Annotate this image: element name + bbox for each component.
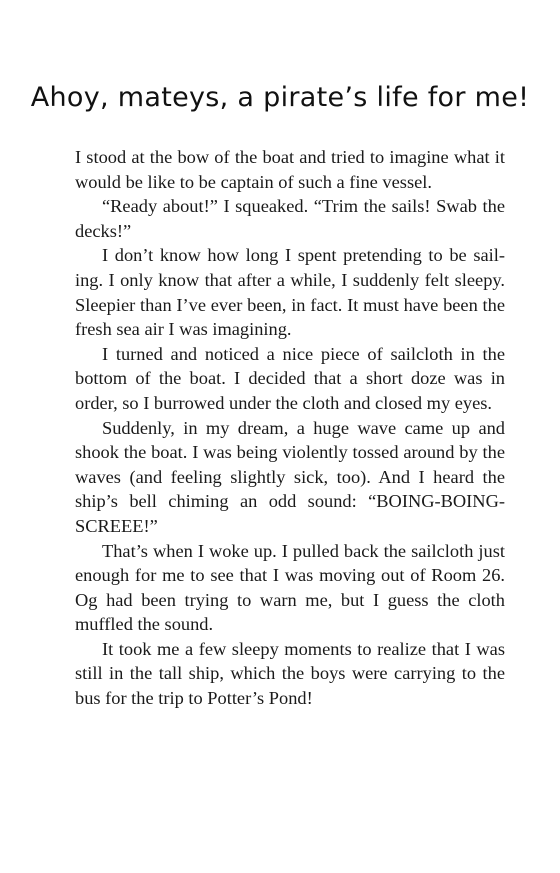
body-text — [75, 145, 505, 711]
paragraph: I don’t know how long I spent pretending to be sailing. I only know that after a while, I suddenly felt sleepy. Sleepier than I’ve ever been, in fact. It must have been the fresh sea air I was imagining. — [75, 245, 505, 340]
paragraph: It took me a few sleepy moments to realize that I was still in the tall ship, which the boys were carrying to the bus for the trip to Potter’s Pond! — [75, 638, 505, 709]
paragraph: “Ready about!” I squeaked. “Trim the sails! Swab the decks!” — [75, 196, 505, 241]
paragraph: That’s when I woke up. I pulled back the sailcloth just enough for me to see that I was moving out of Room 26. Og had been trying to warn me, but I guess the cloth muffled the sound. — [75, 540, 505, 635]
paragraph: Suddenly, in my dream, a huge wave came up and shook the boat. I was being violently tossed around by the waves (and feeling slightly sick, too). And I heard the ship’s bell chiming an odd sound: “BOING-BOING-SCREEE!” — [75, 417, 505, 536]
chapter-heading: Ahoy, mateys, a pirate’s life for me! — [30, 82, 530, 113]
paragraph: I stood at the bow of the boat and tried to imagine what it would be like to be captain of such a fine vessel. — [75, 147, 505, 192]
paragraph: I turned and noticed a nice piece of sailcloth in the bottom of the boat. I decided that a short doze was in order, so I burrowed under the cloth and closed my eyes. — [75, 343, 505, 413]
